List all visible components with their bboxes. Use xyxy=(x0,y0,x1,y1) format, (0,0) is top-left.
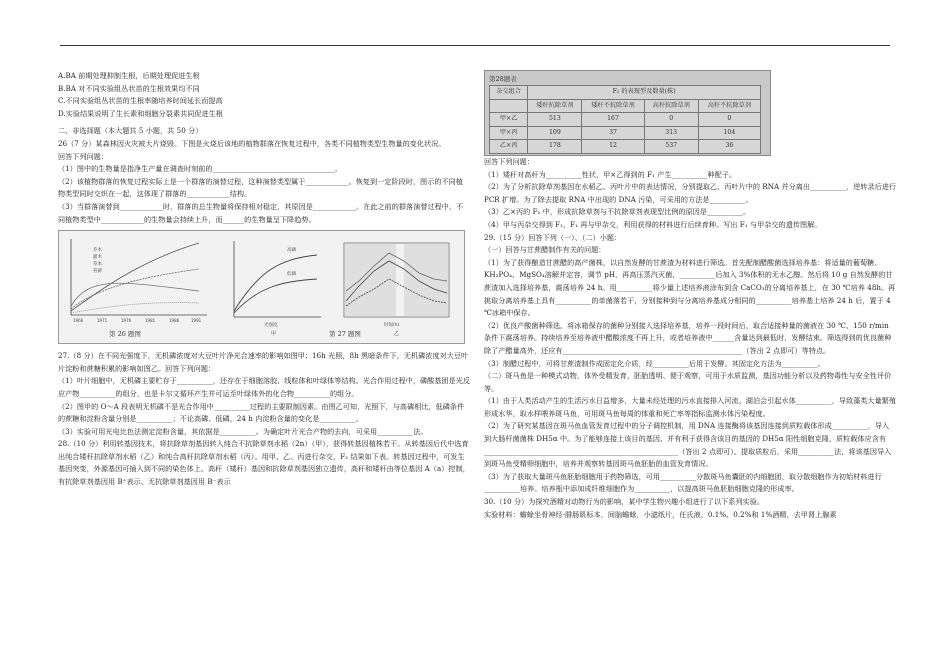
q26-prompt: 回答下列问题： xyxy=(58,151,109,161)
q27-stem: 27.（8 分）在不同光强度下，无机磷浓度对大豆叶片净光合速率的影响如图甲；16h 光照，8h 黑暗条件下，无机磷浓度对大豆叶片淀粉和蔗糖积累的影响如图乙。回答下列问题： xyxy=(58,351,469,373)
q28-part3: （3）乙×丙的 F₂ 中，形成抗除草剂与不抗除草剂表现型比例的原因是__________。 xyxy=(484,207,751,217)
fig27-caption: 第 27 题图 xyxy=(329,329,361,338)
table-row xyxy=(490,140,761,154)
q29-sub1-title: （一）回答与甘蔗醋制作有关的问题： xyxy=(484,245,606,255)
table-cell: 36 xyxy=(698,140,760,154)
fig26-xtick-4: 1986 xyxy=(169,318,180,324)
q27-part3: （3）实验可用光电比色法测定淀粉含量，其依据是__________。为确定叶片光合产物的去向，可采用__________法。 xyxy=(58,426,428,436)
q26-stem: 26（7 分）某森林因火灾被大片烧毁。下图是火烧后该地的植物群落在恢复过程中，各类不同植物类型生物量的变化状况。 xyxy=(58,138,446,148)
q29-sub1-part3: （3）制醋过程中，可将甘蔗渣制作成固定化介质，经__________后用于发酵。其固定化方法为__________。 xyxy=(484,358,825,368)
table-cell: 0 xyxy=(644,113,698,127)
figure-image xyxy=(58,230,465,344)
option-b: B.BA 对不同实验组丛状苗的生根效果均不同 xyxy=(58,83,200,93)
table-cell: 109 xyxy=(528,126,582,140)
figure-graphs xyxy=(59,231,464,343)
q28-part2: （2）为了分析抗除草剂基因在水稻乙、丙叶片中的表达情况，分别提取乙、丙叶片中的 RNA 并分离出__________，逆转录后进行 PCR 扩增。为了除去提取 RNA 中出现的 DNA 污染，可采用的方法是__________。 xyxy=(484,182,897,204)
left-column xyxy=(58,70,470,489)
q30-materials: 实验材料：蟾蜍坐骨神经-腓肠肌标本，间脑蟾蜍，小滤纸片，任氏液，0.1%、0.2%和 1%酒精，去甲肾上腺素 xyxy=(484,509,837,519)
fig26-caption: 第 26 题图 xyxy=(109,329,141,338)
table-cell: 513 xyxy=(528,113,582,127)
fig26-legend-2: 草本 xyxy=(93,262,102,268)
q28-table-label: 第28题表 xyxy=(489,75,517,83)
fig27-panel-a-label: 甲 xyxy=(271,331,277,338)
fig27-panel-a xyxy=(234,241,321,337)
fig27-a-xlabel: 光强度 xyxy=(264,323,278,329)
q28-part1: （1）矮秆对高秆为__________性状，甲×乙得到的 F₁ 产生__________种配子。 xyxy=(484,169,737,179)
q27-part1: （1）叶片细胞中，无机磷主要贮存于__________，还存在于细胞溶胶、线粒体和叶绿体等结构。光合作用过程中，磷酸基团是光反应产物__________的组分，也是卡尔文循环产生并可运至叶绿体外的化合物__________的组分。 xyxy=(58,376,471,398)
option-d: D.实验结果说明了生长素和细胞分裂素共同促进生根 xyxy=(58,108,223,118)
table-row xyxy=(490,126,761,140)
table-header-cell xyxy=(490,99,528,113)
table-header-cell: 高秆不抗除草剂 xyxy=(698,99,760,113)
q28-part4: （4）甲与丙杂交得到 F₁，F₁ 再与甲杂交，利用获得的材料进行后续育种。写出 F₁ 与甲杂交的遗传图解。 xyxy=(484,219,822,229)
fig26-legend-3: 苔藓 xyxy=(93,269,102,275)
header-rule xyxy=(60,45,890,46)
fig27-curve-high: 高磷 xyxy=(287,248,296,254)
q26-part3: （3）当群落演替到____________时，群落的总生物量将保持相对稳定，其原因是____________。在此之前的群落演替过程中，不同植物类型中____________的生物量会持续上升，而______的生物量呈下降趋势。 xyxy=(58,201,464,224)
fig26-xtick-0: 1966 xyxy=(73,318,84,324)
fig27-panel-b xyxy=(344,243,449,337)
q29-sub2-part3: （3）为了获取大量斑马鱼胚胎细胞用于药物筛选，可用__________分散斑马鱼囊胚的内细胞团，取分散细胞作为初始材料进行__________培养。培养瓶中添加成纤维细胞作为__________，以提高斑马鱼胚胎细胞克隆的形成率。 xyxy=(484,471,882,494)
figures-26-27 xyxy=(58,230,470,346)
fig26-legend-1: 灌木 xyxy=(93,255,102,261)
table-header-cell: 矮秆抗除草剂 xyxy=(528,99,582,113)
table-cell: 37 xyxy=(582,126,644,140)
table-cell: 178 xyxy=(528,140,582,154)
table-header-combo: 杂交组合 xyxy=(490,86,528,100)
table-header-cell: 高秆抗除草剂 xyxy=(644,99,698,113)
table-cell: 甲×丙 xyxy=(490,126,528,140)
table-cell: 0 xyxy=(698,113,760,127)
fig26-xtick-2: 1976 xyxy=(121,318,132,324)
right-column xyxy=(484,70,896,521)
fig27-curve-low: 低磷 xyxy=(287,272,296,278)
q29-sub1-part2: （2）优良产酸菌种筛选。将冰箱保存的菌种分别接入选择培养基，培养一段时间后，取合适接种量的菌液在 30 ℃、150 r/min 条件下震荡培养。持续培养至培养液中醋酸浓度不再上升，或者培养液中______含量达到最低时，发酵结束。筛选得到的优良菌种除了产醋量高外，还应有__________________________________________________（答出 2 点即可）等特点。 xyxy=(484,320,892,355)
q29-sub1-part1: （1）为了获得酿造甘蔗醋的高产菌株，以自然发酵的甘蔗渣为材料进行筛选。首先配制醋酸菌选择培养基：将适量的葡萄糖、KH₂PO₄、MgSO₄溶解并定容，调节 pH，再高压蒸汽灭菌，__________后加入 3%体积的无水乙醇。然后将 10 g 自然发酵的甘蔗渣加入选择培养基，震荡培养 24 h。用__________将少量上述培养液涂布到含 CaCO₃的分离培养基上，在 30 ℃培养 48h。再挑取分离培养基上具有__________的单菌落若干，分别接种到与分离培养基成分相同的__________培养基上培养 24 h 后，置于 4 ℃冰箱中保存。 xyxy=(484,257,896,318)
table-cell: 313 xyxy=(644,126,698,140)
table-cell: 乙×丙 xyxy=(490,140,528,154)
table-cell: 12 xyxy=(582,140,644,154)
table-cell: 104 xyxy=(698,126,760,140)
table-cell: 167 xyxy=(582,113,644,127)
fig26-graph xyxy=(71,239,207,323)
q28-table xyxy=(484,70,771,156)
fig27-b-xlabel: 时间(h) xyxy=(384,323,400,329)
section-title: 二、非选择题（本大题共 5 小题，共 50 分） xyxy=(58,126,203,136)
q29-sub2-part1: （1）由于人类活动产生的生活污水日益增多，大量未经处理的污水直接排入河流、湖泊会引起水体__________，导致藻类大量繁殖形成水华，取水样喂养斑马鱼，可用斑马鱼每周的体重和死亡率等指标监测水体污染程度。 xyxy=(484,396,897,418)
q26-part1: （1）图中的生物量是指净生产量在调查时刻前的__________________________________。 xyxy=(58,164,343,174)
table-row xyxy=(490,113,761,127)
q29-sub2-part2: （2）为了研究某基因在斑马鱼血管发育过程中的分子调控机制，用 DNA 连接酶将该基因连接到质粒载体形成__________，导入到大肠杆菌菌株 DH5α 中。为了能够连接上该目的基因、并有利于获得含该目的基因的 DH5α 阳性细胞克隆，质粒载体应含有______________________________________________________（答出 2 点即可）。提取质粒后，采用__________法，将该基因导入到斑马鱼受精卵细胞中，培养并观察转基因斑马鱼胚胎的血管发育情况。 xyxy=(484,421,892,469)
q26-part2: （2）该植物群落的恢复过程实际上是一个群落的演替过程，这种演替类型属于____________。恢复到一定阶段时，图示的不同植物类型同时交织在一起，这体现了群落的____________结构。 xyxy=(58,176,463,199)
q27-part2: （2）图甲的 O～A 段表明无机磷不是光合作用中__________过程的主要限制因素。由图乙可知，光照下，与高磷相比，低磷条件的蔗糖和淀粉含量分别是__________；不论高磷、低磷，24 h 内淀粉含量的变化是__________。 xyxy=(58,401,465,424)
q28-table-grid xyxy=(489,85,761,154)
fig27-panel-b-label: 乙 xyxy=(394,331,400,338)
fig26-xtick-5: 1991 xyxy=(191,318,202,324)
fig26-xtick-3: 1981 xyxy=(145,318,156,324)
fig26-xtick-1: 1971 xyxy=(97,318,108,324)
table-header-cell: 矮秆不抗除草剂 xyxy=(582,99,644,113)
option-c: C.不同实验组丛状苗的生根率随培养时间延长而提高 xyxy=(58,96,223,106)
table-cell: 537 xyxy=(644,140,698,154)
q28-prompt: 回答下列问题： xyxy=(484,157,535,166)
table-header-f2: F₂ 的表现型及数量(株) xyxy=(528,86,761,100)
option-a: A.BA 前期处理抑制生根，后期处理促进生根 xyxy=(58,71,200,80)
q30-stem: 30.（10 分）为探究酒精对动物行为的影响，某中学生物兴趣小组进行了以下系列实验。 xyxy=(484,497,765,507)
table-cell: 甲×乙 xyxy=(490,113,528,127)
q29-sub2-title: （二）斑马鱼是一种模式动物，体外受精发育，胚胎透明、便于观察，可用于水质监测，基因功能分析以及药物毒性与安全性评价等。 xyxy=(484,371,892,393)
q28-stem: 28.（10 分）利用转基因技术，将抗除草剂基因转入纯合不抗除草剂水稻（2n）（甲），获得转基因植株若干。从转基因后代中选育出纯合矮秆抗除草剂水稻（乙）和纯合高秆抗除草剂水稻（丙）。用甲、乙、丙进行杂交，F₂ 结果如下表。转基因过程中，可发生基因突变，外源基因可插入到不同的染色体上。高秆（矮秆）基因和抗除草剂基因独立遗传，高秆和矮秆由等位基因 A（a）控制，有抗除草剂基因用 B⁺表示、无抗除草剂基因用 B⁻表示 xyxy=(58,439,470,487)
fig26-legend-0: 乔木 xyxy=(93,248,102,254)
q29-stem: 29.（15 分）回答下列（一）、（二）小题： xyxy=(484,232,622,242)
